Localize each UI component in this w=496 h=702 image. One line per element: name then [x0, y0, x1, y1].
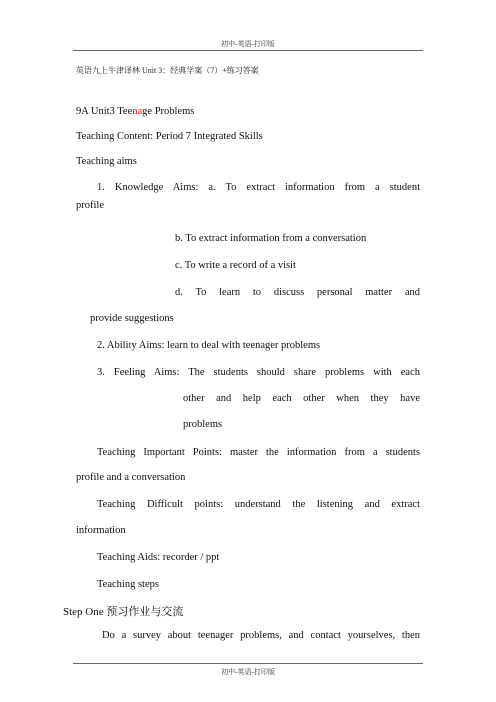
title-part-3: ge Problems	[142, 106, 195, 117]
teaching-aids: Teaching Aids: recorder / ppt	[97, 552, 220, 563]
ability-aims	[97, 340, 320, 351]
ability-part-3: y Aims: learn to deal with teenager problems	[131, 340, 321, 351]
aim-d-continued: provide suggestions	[90, 313, 174, 324]
important-points-line-2: profile and a conversation	[76, 472, 186, 483]
aim-c: c. To write a record of a visit	[175, 260, 296, 271]
footer-rule	[73, 663, 423, 664]
step-one-heading: Step One 预习作业与交流	[63, 606, 184, 618]
feeling-aims-line-3: problems	[183, 419, 223, 430]
teaching-aims-heading: Teaching aims	[76, 156, 137, 167]
difficult-points-line-2: information	[76, 525, 126, 536]
document-title	[76, 106, 194, 117]
page-header-label: 初中-英语-打印版	[221, 40, 275, 48]
ability-part-1: 2. Abili	[97, 340, 129, 351]
document-subtitle: 英语九上牛津译林 Unit 3：经典学案（7）+练习答案	[76, 66, 259, 75]
knowledge-aims-line-1: 1. Knowledge Aims: a. To extract information from a student	[97, 182, 420, 193]
ability-part-2: t	[128, 340, 132, 351]
title-part-1: 9A Unit3 Tee	[76, 106, 133, 117]
aim-d: d. To learn to discuss personal matter and	[175, 287, 420, 298]
feeling-aims-line-1: 3. Feeling Aims: The students should share problems with each	[97, 367, 420, 378]
important-points-line-1: Teaching Important Points: master the information from a students	[97, 447, 420, 458]
aim-b: b. To extract information from a conversation	[175, 233, 367, 244]
feeling-aims-line-2: other and help each other when they have	[183, 393, 420, 404]
header-rule	[73, 50, 423, 51]
page-footer-label: 初中-英语-打印版	[221, 668, 275, 676]
knowledge-aims-line-2: profile	[76, 200, 104, 211]
teaching-steps: Teaching steps	[97, 579, 159, 590]
difficult-points-line-1: Teaching Difficult points: understand the listening and extract	[97, 499, 420, 510]
teaching-content: Teaching Content: Period 7 Integrated Skills	[76, 131, 263, 142]
title-part-2: na	[132, 106, 143, 117]
survey-line: Do a survey about teenager problems, and contact yourselves, then	[102, 630, 420, 641]
